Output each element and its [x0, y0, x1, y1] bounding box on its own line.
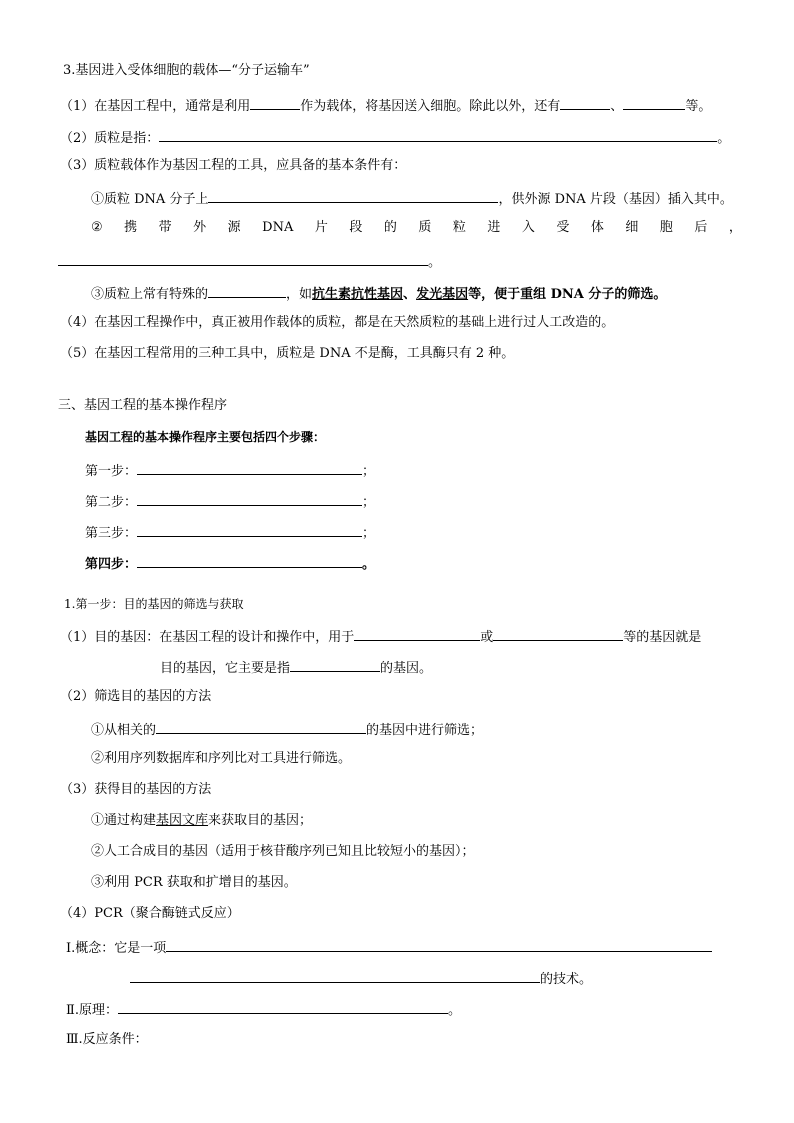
step-2-line — [85, 491, 375, 512]
c3-text-b: ，如 — [286, 287, 313, 302]
p1-line — [60, 626, 701, 647]
p1-text-b: 或 — [480, 630, 494, 645]
c2-char: 体 — [590, 220, 604, 235]
step-1-title: 1.第一步：目的基因的筛选与获取 — [64, 597, 244, 611]
p1-continuation — [160, 657, 432, 678]
step-label: 第二步： — [85, 495, 138, 510]
concept-label: Ⅰ.概念：它是一项 — [66, 941, 167, 956]
blank-step-4[interactable] — [137, 553, 362, 568]
p3-item-2: ②人工合成目的基因（适用于核苷酸序列已知且比较短小的基因）； — [91, 844, 475, 859]
p2-1-text-a: ①从相关的 — [91, 723, 157, 738]
condition-2-continuation — [58, 251, 441, 272]
blank-concept-1[interactable] — [166, 937, 712, 952]
c2-char: 外 — [193, 220, 207, 235]
q2-text: （2）质粒是指： — [60, 131, 160, 146]
c3-text-c: 、 — [403, 287, 417, 302]
blank-concept-2[interactable] — [130, 968, 540, 983]
blank-step-1[interactable] — [137, 460, 362, 475]
q5-line: （5）在基因工程常用的三种工具中，质粒是 DNA 不是酶，工具酶只有 2 种。 — [60, 346, 515, 361]
p2-heading: （2）筛选目的基因的方法 — [60, 689, 212, 704]
c2-char: 细 — [625, 220, 639, 235]
step-label: 第四步： — [85, 557, 138, 572]
q2-line — [60, 127, 730, 148]
concept-continuation — [130, 968, 592, 989]
condition-3-line — [91, 283, 666, 304]
c2-char: ， — [728, 220, 742, 235]
q1-text-d: 等。 — [685, 99, 712, 114]
concept-line — [66, 937, 712, 958]
q1-line — [60, 95, 711, 116]
gene-library: 基因文库 — [156, 813, 209, 828]
q2-period: 。 — [717, 131, 731, 146]
step-4-line — [85, 553, 375, 574]
p2-1-text-b: 的基因中进行筛选； — [366, 723, 484, 738]
p4-heading: （4）PCR（聚合酶链式反应） — [60, 906, 240, 921]
q4-line: （4）在基因工程操作中，真正被用作载体的质粒，都是在天然质粒的基础上进行过人工改造的。 — [60, 315, 615, 330]
c2-char: 源 — [227, 220, 241, 235]
step-3-line — [85, 522, 375, 543]
c2-period: 。 — [428, 255, 442, 270]
step-label: 第三步： — [85, 526, 138, 541]
c2-char: 的 — [383, 220, 397, 235]
p1-text-a: （1）目的基因：在基因工程的设计和操作中，用于 — [60, 630, 355, 645]
c2-char: DNA — [262, 220, 294, 235]
c1-text-b: ，供外源 DNA 片段（基因）插入其中。 — [498, 192, 733, 207]
c2-char: 质 — [418, 220, 432, 235]
blank-target-gene[interactable] — [290, 657, 380, 672]
section-3-title: 3.基因进入受体细胞的载体—“分子运输车” — [63, 63, 310, 78]
semicolon: ； — [362, 495, 376, 510]
p1-text-c: 等的基因就是 — [623, 630, 702, 645]
p1-text-e: 的基因。 — [380, 661, 433, 676]
blank-other-carrier-2[interactable] — [623, 95, 685, 110]
blank-condition-2[interactable] — [58, 251, 428, 266]
blank-plasmid-definition[interactable] — [159, 127, 717, 142]
q1-text-b: 作为载体，将基因送入细胞。除此以外，还有 — [300, 99, 561, 114]
blank-step-2[interactable] — [137, 491, 362, 506]
c2-char: 后 — [694, 220, 708, 235]
p2-item-2: ②利用序列数据库和序列比对工具进行筛选。 — [91, 751, 352, 766]
principle-end: 。 — [447, 1003, 461, 1018]
c2-char: 受 — [556, 220, 570, 235]
semicolon: ； — [362, 526, 376, 541]
reaction-conditions-label: Ⅲ.反应条件： — [66, 1032, 148, 1047]
q3-line: （3）质粒载体作为基因工程的工具，应具备的基本条件有： — [60, 158, 407, 173]
step-label: 第一步： — [85, 464, 138, 479]
c2-char: 片 — [314, 220, 328, 235]
blank-marker-gene[interactable] — [208, 283, 286, 298]
p3-item-1 — [91, 812, 312, 830]
concept-end: 的技术。 — [540, 972, 593, 987]
c3-text-d: 等，便于重组 DNA 分子的筛选。 — [468, 287, 667, 302]
p3-item-3: ③利用 PCR 获取和扩增目的基因。 — [91, 875, 297, 890]
c1-text-a: ①质粒 DNA 分子上 — [91, 192, 209, 207]
blank-condition-1[interactable] — [208, 188, 498, 203]
part-3-intro: 基因工程的基本操作程序主要包括四个步骤： — [85, 430, 326, 444]
c2-char: 入 — [521, 220, 535, 235]
blank-purpose-2[interactable] — [493, 626, 623, 641]
c2-char: 进 — [487, 220, 501, 235]
c2-char: 段 — [349, 220, 363, 235]
c2-char: 胞 — [659, 220, 673, 235]
antibiotic-resistance-gene: 抗生素抗性基因 — [312, 287, 404, 302]
p3-1-text-a: ①通过构建 — [91, 813, 157, 828]
p3-1-text-b: 来获取目的基因； — [208, 813, 313, 828]
principle-line — [66, 999, 461, 1020]
c2-char: ② — [91, 220, 103, 235]
blank-carrier[interactable] — [250, 95, 300, 110]
p1-text-d: 目的基因，它主要是指 — [160, 661, 291, 676]
blank-other-carrier-1[interactable] — [560, 95, 610, 110]
condition-2-line — [91, 219, 742, 237]
step-1-line — [85, 460, 375, 481]
c2-char: 带 — [158, 220, 172, 235]
c2-char: 粒 — [452, 220, 466, 235]
c2-char: 携 — [124, 220, 138, 235]
semicolon: ； — [362, 464, 376, 479]
blank-related[interactable] — [156, 719, 366, 734]
blank-principle[interactable] — [118, 999, 448, 1014]
principle-label: Ⅱ.原理： — [66, 1003, 118, 1018]
q1-text-c: 、 — [610, 99, 624, 114]
blank-step-3[interactable] — [137, 522, 362, 537]
p3-heading: （3）获得目的基因的方法 — [60, 782, 212, 797]
part-3-heading: 三、基因工程的基本操作程序 — [58, 398, 228, 413]
period: 。 — [362, 557, 376, 572]
p2-item-1 — [91, 719, 483, 740]
c3-text-a: ③质粒上常有特殊的 — [91, 287, 209, 302]
luminescent-gene: 发光基因 — [416, 287, 469, 302]
condition-1-line — [91, 188, 733, 209]
blank-purpose-1[interactable] — [354, 626, 480, 641]
q1-text-a: （1）在基因工程中，通常是利用 — [60, 99, 251, 114]
